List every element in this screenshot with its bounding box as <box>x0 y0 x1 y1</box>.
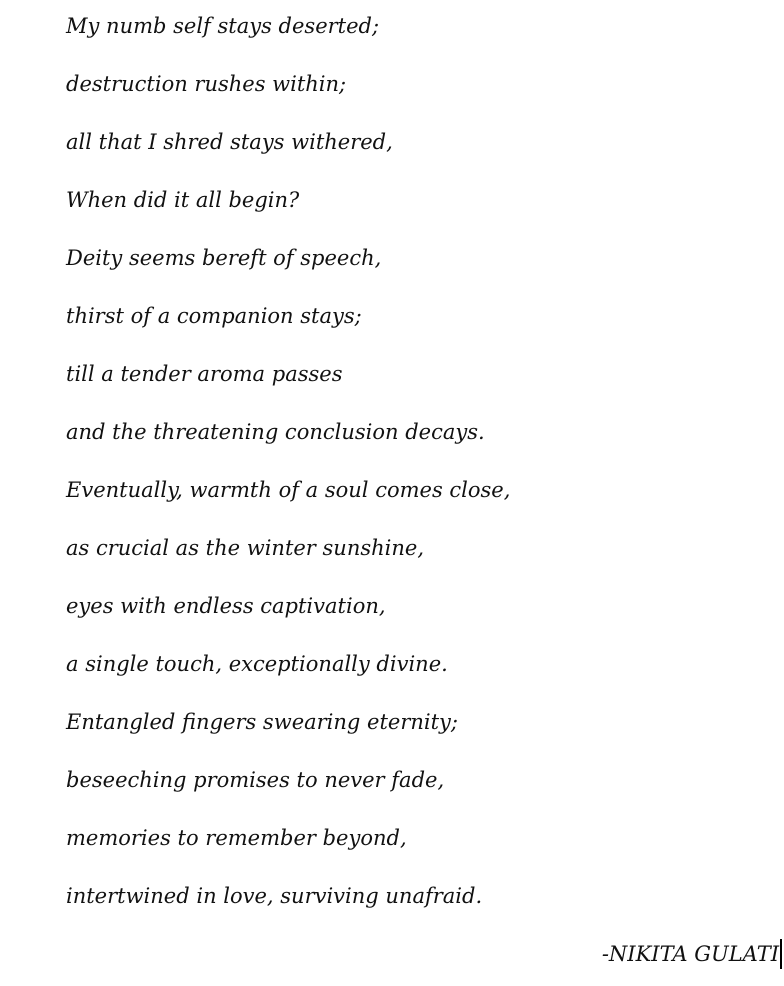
poem-line: a single touch, exceptionally divine. <box>66 652 448 676</box>
poem-line: all that I shred stays withered, <box>66 130 393 154</box>
poem-line: beseeching promises to never fade, <box>66 768 445 792</box>
poem-line: thirst of a companion stays; <box>66 304 362 328</box>
author-signature: -NIKITA GULATI <box>601 942 779 966</box>
poem-text <box>66 6 510 934</box>
poem-line: Deity seems bereft of speech, <box>66 246 382 270</box>
poem-line: When did it all begin? <box>66 188 300 212</box>
poem-line: memories to remember beyond, <box>66 826 407 850</box>
poem-line: My numb self stays deserted; <box>66 14 380 38</box>
poem-line: eyes with endless captivation, <box>66 594 386 618</box>
signature-row <box>602 934 782 974</box>
poem-line: intertwined in love, surviving unafraid. <box>66 884 483 908</box>
poem-line: as crucial as the winter sunshine, <box>66 536 424 560</box>
poem-line: and the threatening conclusion decays. <box>66 420 485 444</box>
poem-line: Eventually, warmth of a soul comes close, <box>66 478 511 502</box>
poem-line: till a tender aroma passes <box>66 362 343 386</box>
poem-line: destruction rushes within; <box>66 72 347 96</box>
text-cursor <box>780 939 782 969</box>
poem-line: Entangled fingers swearing eternity; <box>66 710 458 734</box>
